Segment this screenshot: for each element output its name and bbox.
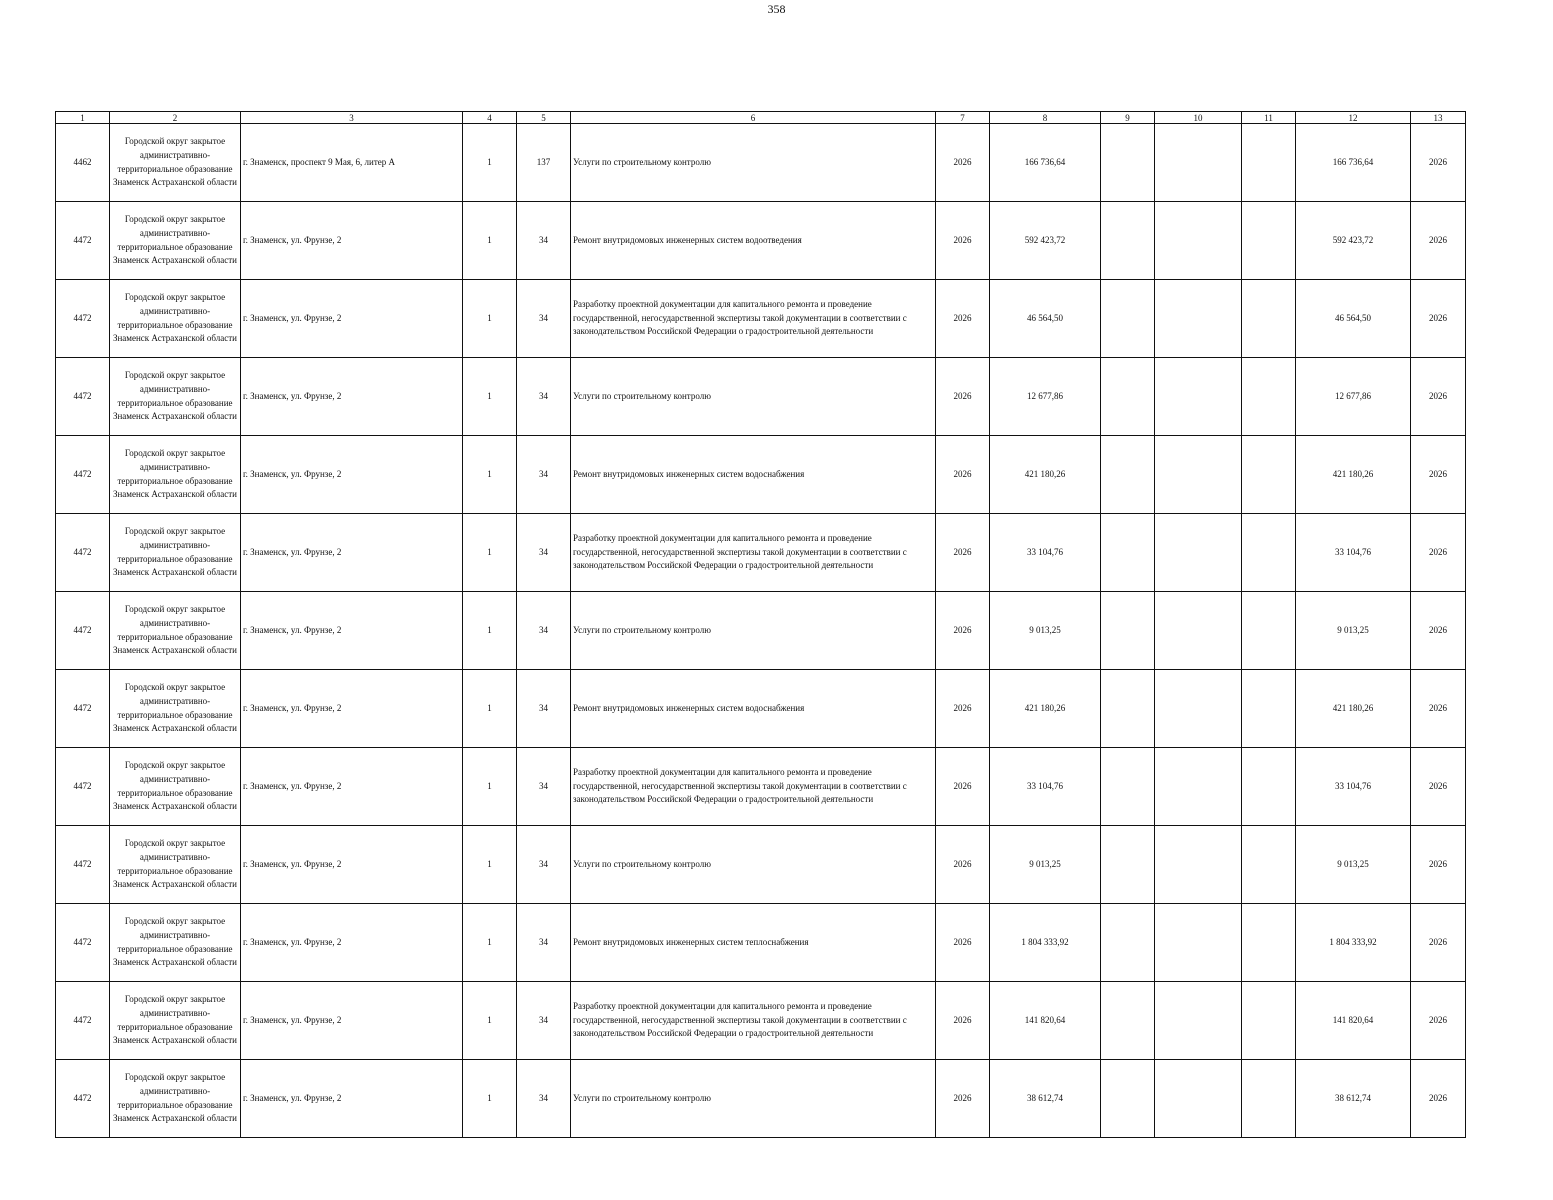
cell-col-9 (1101, 124, 1155, 202)
cell-col-10 (1155, 592, 1242, 670)
cell-col-13-year: 2026 (1411, 202, 1466, 280)
column-header: 9 (1101, 112, 1155, 124)
cell-municipality: Городской округ закрытое административно-территориальное образование Знаменск Астраханской области (110, 826, 241, 904)
cell-col-10 (1155, 1060, 1242, 1138)
cell-municipality: Городской округ закрытое административно-территориальное образование Знаменск Астраханской области (110, 514, 241, 592)
cell-col-10 (1155, 826, 1242, 904)
cell-col-5: 34 (517, 280, 571, 358)
cell-work-type: Услуги по строительному контролю (571, 1060, 936, 1138)
table-row (56, 436, 1466, 514)
table-row (56, 1060, 1466, 1138)
column-header: 2 (110, 112, 241, 124)
cell-work-type: Услуги по строительному контролю (571, 592, 936, 670)
cell-col-4: 1 (463, 202, 517, 280)
cell-col-9 (1101, 592, 1155, 670)
table-row (56, 670, 1466, 748)
cell-col-4: 1 (463, 358, 517, 436)
column-header: 12 (1296, 112, 1411, 124)
cell-col-4: 1 (463, 1060, 517, 1138)
cell-col-12-cost: 12 677,86 (1296, 358, 1411, 436)
cell-col-10 (1155, 436, 1242, 514)
column-header: 6 (571, 112, 936, 124)
cell-col-11 (1242, 670, 1296, 748)
cell-col-4: 1 (463, 280, 517, 358)
cell-col-9 (1101, 1060, 1155, 1138)
cell-address: г. Знаменск, ул. Фрунзе, 2 (241, 904, 463, 982)
cell-year: 2026 (936, 748, 990, 826)
cell-col-9 (1101, 748, 1155, 826)
cell-col-10 (1155, 748, 1242, 826)
cell-work-type: Разработку проектной документации для капитального ремонта и проведение государственной, негосударственной экспертизы такой документации в соответствии с законодательством Российской Федерации о градостроительной деятельности (571, 514, 936, 592)
cell-address: г. Знаменск, проспект 9 Мая, 6, литер А (241, 124, 463, 202)
cell-work-type: Услуги по строительному контролю (571, 826, 936, 904)
cell-building-id: 4472 (56, 670, 110, 748)
cell-municipality: Городской округ закрытое административно-территориальное образование Знаменск Астраханской области (110, 982, 241, 1060)
cell-col-4: 1 (463, 592, 517, 670)
column-header: 13 (1411, 112, 1466, 124)
cell-col-5: 137 (517, 124, 571, 202)
cell-address: г. Знаменск, ул. Фрунзе, 2 (241, 670, 463, 748)
page-number: 358 (767, 2, 786, 16)
cell-building-id: 4472 (56, 436, 110, 514)
cell-total-cost: 46 564,50 (990, 280, 1101, 358)
cell-year: 2026 (936, 358, 990, 436)
cell-municipality: Городской округ закрытое административно-территориальное образование Знаменск Астраханской области (110, 904, 241, 982)
cell-col-11 (1242, 1060, 1296, 1138)
cell-municipality: Городской округ закрытое административно-территориальное образование Знаменск Астраханской области (110, 280, 241, 358)
cell-year: 2026 (936, 1060, 990, 1138)
cell-col-12-cost: 166 736,64 (1296, 124, 1411, 202)
cell-address: г. Знаменск, ул. Фрунзе, 2 (241, 514, 463, 592)
cell-building-id: 4462 (56, 124, 110, 202)
cell-total-cost: 33 104,76 (990, 514, 1101, 592)
cell-col-10 (1155, 124, 1242, 202)
cell-work-type: Услуги по строительному контролю (571, 358, 936, 436)
cell-col-5: 34 (517, 982, 571, 1060)
cell-col-13-year: 2026 (1411, 670, 1466, 748)
cell-col-12-cost: 141 820,64 (1296, 982, 1411, 1060)
cell-col-5: 34 (517, 748, 571, 826)
cell-col-13-year: 2026 (1411, 592, 1466, 670)
column-number-row (56, 112, 1466, 124)
cell-col-5: 34 (517, 358, 571, 436)
cell-col-4: 1 (463, 514, 517, 592)
cell-col-13-year: 2026 (1411, 904, 1466, 982)
cell-col-13-year: 2026 (1411, 514, 1466, 592)
cell-col-12-cost: 9 013,25 (1296, 592, 1411, 670)
cell-col-9 (1101, 904, 1155, 982)
table-row (56, 904, 1466, 982)
cell-address: г. Знаменск, ул. Фрунзе, 2 (241, 826, 463, 904)
cell-col-4: 1 (463, 748, 517, 826)
table-row (56, 202, 1466, 280)
cell-col-13-year: 2026 (1411, 280, 1466, 358)
cell-col-13-year: 2026 (1411, 436, 1466, 514)
cell-col-5: 34 (517, 514, 571, 592)
cell-col-12-cost: 33 104,76 (1296, 514, 1411, 592)
cell-col-10 (1155, 670, 1242, 748)
cell-total-cost: 421 180,26 (990, 436, 1101, 514)
cell-address: г. Знаменск, ул. Фрунзе, 2 (241, 358, 463, 436)
cell-col-10 (1155, 982, 1242, 1060)
capital-repair-table (55, 111, 1466, 1138)
cell-municipality: Городской округ закрытое административно-территориальное образование Знаменск Астраханской области (110, 124, 241, 202)
cell-year: 2026 (936, 436, 990, 514)
cell-work-type: Разработку проектной документации для капитального ремонта и проведение государственной, негосударственной экспертизы такой документации в соответствии с законодательством Российской Федерации о градостроительной деятельности (571, 748, 936, 826)
cell-col-5: 34 (517, 202, 571, 280)
cell-address: г. Знаменск, ул. Фрунзе, 2 (241, 280, 463, 358)
cell-work-type: Ремонт внутридомовых инженерных систем водоснабжения (571, 670, 936, 748)
cell-col-13-year: 2026 (1411, 358, 1466, 436)
cell-building-id: 4472 (56, 514, 110, 592)
cell-building-id: 4472 (56, 358, 110, 436)
cell-municipality: Городской округ закрытое административно-территориальное образование Знаменск Астраханской области (110, 748, 241, 826)
cell-address: г. Знаменск, ул. Фрунзе, 2 (241, 982, 463, 1060)
cell-year: 2026 (936, 202, 990, 280)
cell-col-9 (1101, 202, 1155, 280)
cell-col-5: 34 (517, 904, 571, 982)
column-header: 11 (1242, 112, 1296, 124)
cell-address: г. Знаменск, ул. Фрунзе, 2 (241, 592, 463, 670)
cell-col-9 (1101, 358, 1155, 436)
cell-col-11 (1242, 592, 1296, 670)
column-header: 8 (990, 112, 1101, 124)
cell-col-5: 34 (517, 670, 571, 748)
table-row (56, 592, 1466, 670)
cell-building-id: 4472 (56, 1060, 110, 1138)
cell-total-cost: 12 677,86 (990, 358, 1101, 436)
cell-col-12-cost: 1 804 333,92 (1296, 904, 1411, 982)
cell-col-12-cost: 592 423,72 (1296, 202, 1411, 280)
cell-year: 2026 (936, 904, 990, 982)
cell-col-12-cost: 421 180,26 (1296, 436, 1411, 514)
cell-building-id: 4472 (56, 202, 110, 280)
cell-col-10 (1155, 280, 1242, 358)
cell-col-13-year: 2026 (1411, 982, 1466, 1060)
cell-col-4: 1 (463, 670, 517, 748)
cell-col-12-cost: 38 612,74 (1296, 1060, 1411, 1138)
table-row (56, 826, 1466, 904)
table-row (56, 982, 1466, 1060)
cell-col-13-year: 2026 (1411, 124, 1466, 202)
table-row (56, 280, 1466, 358)
cell-work-type: Ремонт внутридомовых инженерных систем водоснабжения (571, 436, 936, 514)
cell-col-13-year: 2026 (1411, 748, 1466, 826)
cell-col-12-cost: 421 180,26 (1296, 670, 1411, 748)
cell-year: 2026 (936, 124, 990, 202)
cell-building-id: 4472 (56, 592, 110, 670)
cell-year: 2026 (936, 280, 990, 358)
cell-col-4: 1 (463, 436, 517, 514)
cell-col-9 (1101, 436, 1155, 514)
cell-building-id: 4472 (56, 280, 110, 358)
cell-year: 2026 (936, 982, 990, 1060)
cell-municipality: Городской округ закрытое административно-территориальное образование Знаменск Астраханской области (110, 1060, 241, 1138)
cell-municipality: Городской округ закрытое административно-территориальное образование Знаменск Астраханской области (110, 202, 241, 280)
cell-col-11 (1242, 436, 1296, 514)
cell-col-9 (1101, 982, 1155, 1060)
cell-total-cost: 9 013,25 (990, 826, 1101, 904)
cell-col-9 (1101, 670, 1155, 748)
cell-col-10 (1155, 202, 1242, 280)
cell-total-cost: 166 736,64 (990, 124, 1101, 202)
cell-col-5: 34 (517, 436, 571, 514)
cell-col-11 (1242, 358, 1296, 436)
cell-total-cost: 33 104,76 (990, 748, 1101, 826)
cell-col-11 (1242, 748, 1296, 826)
cell-building-id: 4472 (56, 982, 110, 1060)
cell-col-11 (1242, 904, 1296, 982)
cell-total-cost: 1 804 333,92 (990, 904, 1101, 982)
column-header: 4 (463, 112, 517, 124)
cell-total-cost: 421 180,26 (990, 670, 1101, 748)
column-header: 3 (241, 112, 463, 124)
cell-col-11 (1242, 982, 1296, 1060)
table-row (56, 514, 1466, 592)
cell-municipality: Городской округ закрытое административно-территориальное образование Знаменск Астраханской области (110, 436, 241, 514)
cell-col-10 (1155, 514, 1242, 592)
cell-work-type: Ремонт внутридомовых инженерных систем теплоснабжения (571, 904, 936, 982)
cell-building-id: 4472 (56, 748, 110, 826)
cell-col-10 (1155, 358, 1242, 436)
cell-work-type: Услуги по строительному контролю (571, 124, 936, 202)
column-header: 10 (1155, 112, 1242, 124)
table-row (56, 748, 1466, 826)
cell-col-11 (1242, 826, 1296, 904)
cell-address: г. Знаменск, ул. Фрунзе, 2 (241, 202, 463, 280)
cell-year: 2026 (936, 514, 990, 592)
cell-col-13-year: 2026 (1411, 1060, 1466, 1138)
cell-col-4: 1 (463, 124, 517, 202)
cell-col-9 (1101, 280, 1155, 358)
cell-address: г. Знаменск, ул. Фрунзе, 2 (241, 1060, 463, 1138)
cell-col-11 (1242, 202, 1296, 280)
cell-work-type: Разработку проектной документации для капитального ремонта и проведение государственной, негосударственной экспертизы такой документации в соответствии с законодательством Российской Федерации о градостроительной деятельности (571, 982, 936, 1060)
cell-col-11 (1242, 280, 1296, 358)
cell-year: 2026 (936, 592, 990, 670)
cell-col-11 (1242, 124, 1296, 202)
cell-col-4: 1 (463, 982, 517, 1060)
cell-col-12-cost: 46 564,50 (1296, 280, 1411, 358)
cell-municipality: Городской округ закрытое административно-территориальное образование Знаменск Астраханской области (110, 358, 241, 436)
table-row (56, 358, 1466, 436)
cell-col-12-cost: 33 104,76 (1296, 748, 1411, 826)
cell-work-type: Ремонт внутридомовых инженерных систем водоотведения (571, 202, 936, 280)
column-header: 1 (56, 112, 110, 124)
cell-total-cost: 9 013,25 (990, 592, 1101, 670)
cell-col-12-cost: 9 013,25 (1296, 826, 1411, 904)
cell-work-type: Разработку проектной документации для капитального ремонта и проведение государственной, негосударственной экспертизы такой документации в соответствии с законодательством Российской Федерации о градостроительной деятельности (571, 280, 936, 358)
cell-col-13-year: 2026 (1411, 826, 1466, 904)
cell-col-4: 1 (463, 826, 517, 904)
cell-col-11 (1242, 514, 1296, 592)
cell-year: 2026 (936, 826, 990, 904)
cell-col-10 (1155, 904, 1242, 982)
cell-total-cost: 38 612,74 (990, 1060, 1101, 1138)
cell-total-cost: 592 423,72 (990, 202, 1101, 280)
cell-col-5: 34 (517, 1060, 571, 1138)
cell-col-5: 34 (517, 592, 571, 670)
column-header: 7 (936, 112, 990, 124)
cell-building-id: 4472 (56, 904, 110, 982)
cell-municipality: Городской округ закрытое административно-территориальное образование Знаменск Астраханской области (110, 670, 241, 748)
column-header: 5 (517, 112, 571, 124)
cell-address: г. Знаменск, ул. Фрунзе, 2 (241, 748, 463, 826)
cell-total-cost: 141 820,64 (990, 982, 1101, 1060)
cell-col-5: 34 (517, 826, 571, 904)
cell-col-4: 1 (463, 904, 517, 982)
cell-year: 2026 (936, 670, 990, 748)
cell-address: г. Знаменск, ул. Фрунзе, 2 (241, 436, 463, 514)
cell-municipality: Городской округ закрытое административно-территориальное образование Знаменск Астраханской области (110, 592, 241, 670)
table-row (56, 124, 1466, 202)
cell-building-id: 4472 (56, 826, 110, 904)
cell-col-9 (1101, 826, 1155, 904)
cell-col-9 (1101, 514, 1155, 592)
